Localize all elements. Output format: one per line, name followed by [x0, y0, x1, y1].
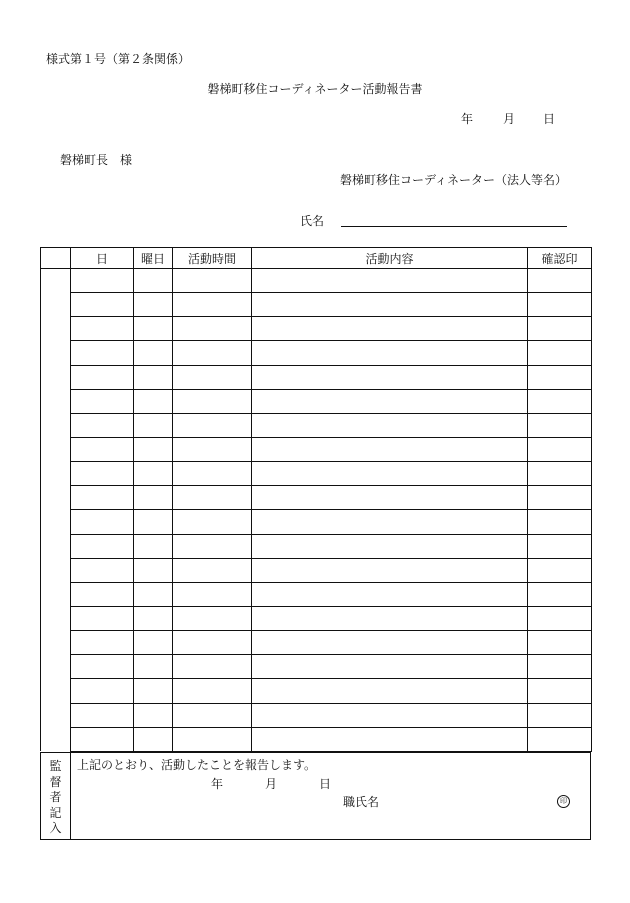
weekday-cell[interactable]: [134, 631, 173, 655]
day-cell[interactable]: [71, 510, 134, 534]
confirmation-seal-cell[interactable]: [528, 437, 592, 461]
day-cell[interactable]: [71, 486, 134, 510]
confirmation-seal-cell[interactable]: [528, 389, 592, 413]
row-side-cell: [41, 413, 71, 437]
activity-time-cell[interactable]: [173, 462, 252, 486]
day-cell[interactable]: [71, 534, 134, 558]
weekday-cell[interactable]: [134, 679, 173, 703]
weekday-cell[interactable]: [134, 389, 173, 413]
day-cell[interactable]: [71, 558, 134, 582]
confirmation-seal-cell[interactable]: [528, 631, 592, 655]
table-row: [41, 293, 592, 317]
activity-time-cell[interactable]: [173, 727, 252, 751]
report-date: [461, 110, 555, 127]
table-row: [41, 341, 592, 365]
confirmation-seal-cell[interactable]: [528, 269, 592, 293]
supervisor-label: 監督者記入: [49, 759, 62, 835]
activity-time-cell[interactable]: [173, 655, 252, 679]
confirmation-seal-cell[interactable]: [528, 679, 592, 703]
supervisor-entry: [71, 753, 591, 840]
activity-content-cell[interactable]: [252, 462, 528, 486]
table-row: [41, 703, 592, 727]
header-confirmation-seal: 確認印: [528, 248, 592, 269]
confirmation-seal-cell[interactable]: [528, 534, 592, 558]
day-cell[interactable]: [71, 655, 134, 679]
row-side-cell: [41, 317, 71, 341]
day-cell[interactable]: [71, 727, 134, 751]
row-side-cell: [41, 534, 71, 558]
activity-time-cell[interactable]: [173, 703, 252, 727]
day-cell[interactable]: [71, 293, 134, 317]
date-month-label: 月: [503, 112, 516, 126]
activity-time-cell[interactable]: [173, 631, 252, 655]
row-side-cell: [41, 365, 71, 389]
confirmation-seal-cell[interactable]: [528, 462, 592, 486]
confirmation-seal-cell[interactable]: [528, 341, 592, 365]
weekday-cell[interactable]: [134, 365, 173, 389]
confirmation-seal-cell[interactable]: [528, 606, 592, 630]
activity-time-cell[interactable]: [173, 341, 252, 365]
table-row: [41, 582, 592, 606]
weekday-cell[interactable]: [134, 413, 173, 437]
row-side-cell: [41, 389, 71, 413]
weekday-cell[interactable]: [134, 582, 173, 606]
activity-content-cell[interactable]: [252, 703, 528, 727]
confirmation-seal-cell[interactable]: [528, 727, 592, 751]
document-title: 磐梯町移住コーディネーター活動報告書: [207, 82, 423, 96]
activity-time-cell[interactable]: [173, 679, 252, 703]
activity-time-cell[interactable]: [173, 317, 252, 341]
day-cell[interactable]: [71, 606, 134, 630]
confirmation-seal-cell[interactable]: [528, 317, 592, 341]
table-row: [41, 679, 592, 703]
header-activity-content: 活動内容: [252, 248, 528, 269]
weekday-cell[interactable]: [134, 727, 173, 751]
supervisor-month-label: 月: [265, 777, 278, 791]
day-cell[interactable]: [71, 341, 134, 365]
day-cell[interactable]: [71, 317, 134, 341]
day-cell[interactable]: [71, 703, 134, 727]
weekday-cell[interactable]: [134, 269, 173, 293]
row-side-cell: [41, 631, 71, 655]
row-side-cell: [41, 341, 71, 365]
weekday-cell[interactable]: [134, 703, 173, 727]
coordinator-organization: 磐梯町移住コーディネーター（法人等名）: [340, 173, 568, 187]
name-field[interactable]: [341, 226, 567, 227]
supervisor-date: [211, 775, 331, 792]
row-side-cell: [41, 703, 71, 727]
activity-time-cell[interactable]: [173, 510, 252, 534]
day-cell[interactable]: [71, 437, 134, 461]
row-side-cell: [41, 558, 71, 582]
header-day: 日: [71, 248, 134, 269]
row-side-cell: [41, 727, 71, 751]
activity-content-cell[interactable]: [252, 365, 528, 389]
row-side-cell: [41, 269, 71, 293]
day-cell[interactable]: [71, 679, 134, 703]
supervisor-year-label: 年: [211, 777, 224, 791]
header-activity-time: 活動時間: [173, 248, 252, 269]
confirmation-seal-cell[interactable]: [528, 510, 592, 534]
date-day-label: 日: [543, 112, 556, 126]
day-cell[interactable]: [71, 413, 134, 437]
activity-time-cell[interactable]: [173, 413, 252, 437]
weekday-cell[interactable]: [134, 462, 173, 486]
activity-content-cell[interactable]: [252, 269, 528, 293]
table-row: [41, 558, 592, 582]
table-row: [41, 606, 592, 630]
activity-content-cell[interactable]: [252, 437, 528, 461]
table-row: [41, 727, 592, 751]
confirmation-seal-cell[interactable]: [528, 703, 592, 727]
table-row: [41, 631, 592, 655]
supervisor-section: [40, 752, 591, 840]
activity-content-cell[interactable]: [252, 631, 528, 655]
row-side-cell: [41, 293, 71, 317]
activity-content-cell[interactable]: [252, 679, 528, 703]
seal-icon: 印: [557, 795, 570, 808]
activity-content-cell[interactable]: [252, 293, 528, 317]
confirmation-seal-cell[interactable]: [528, 365, 592, 389]
weekday-cell[interactable]: [134, 293, 173, 317]
table-row: [41, 655, 592, 679]
activity-time-cell[interactable]: [173, 558, 252, 582]
activity-log-table: [40, 247, 592, 752]
confirmation-seal-cell[interactable]: [528, 558, 592, 582]
addressee: 磐梯町長 様: [60, 153, 133, 167]
activity-content-cell[interactable]: [252, 582, 528, 606]
day-cell[interactable]: [71, 389, 134, 413]
activity-content-cell[interactable]: [252, 606, 528, 630]
activity-log-body: [41, 269, 592, 752]
weekday-cell[interactable]: [134, 510, 173, 534]
row-side-cell: [41, 462, 71, 486]
day-cell[interactable]: [71, 631, 134, 655]
table-row: [41, 510, 592, 534]
weekday-cell[interactable]: [134, 534, 173, 558]
row-side-cell: [41, 510, 71, 534]
activity-time-cell[interactable]: [173, 606, 252, 630]
supervisor-name-label: 職氏名: [343, 795, 380, 809]
activity-time-cell[interactable]: [173, 365, 252, 389]
table-row: [41, 437, 592, 461]
activity-time-cell[interactable]: [173, 534, 252, 558]
date-year-label: 年: [461, 112, 474, 126]
activity-content-cell[interactable]: [252, 341, 528, 365]
activity-time-cell[interactable]: [173, 486, 252, 510]
supervisor-label-cell: [41, 753, 71, 840]
table-row: [41, 317, 592, 341]
supervisor-statement: 上記のとおり、活動したことを報告します。: [77, 758, 317, 772]
weekday-cell[interactable]: [134, 655, 173, 679]
table-header-row: [41, 248, 592, 269]
activity-time-cell[interactable]: [173, 582, 252, 606]
activity-content-cell[interactable]: [252, 534, 528, 558]
activity-content-cell[interactable]: [252, 727, 528, 751]
activity-content-cell[interactable]: [252, 655, 528, 679]
header-blank: [41, 248, 71, 269]
table-row: [41, 462, 592, 486]
activity-content-cell[interactable]: [252, 389, 528, 413]
form-number: 様式第１号（第２条関係）: [46, 52, 191, 66]
day-cell[interactable]: [71, 365, 134, 389]
activity-time-cell[interactable]: [173, 389, 252, 413]
activity-time-cell[interactable]: [173, 437, 252, 461]
header-weekday: 曜日: [134, 248, 173, 269]
day-cell[interactable]: [71, 462, 134, 486]
row-side-cell: [41, 606, 71, 630]
row-side-cell: [41, 437, 71, 461]
table-row: [41, 269, 592, 293]
weekday-cell[interactable]: [134, 486, 173, 510]
confirmation-seal-cell[interactable]: [528, 582, 592, 606]
table-row: [41, 389, 592, 413]
weekday-cell[interactable]: [134, 558, 173, 582]
supervisor-day-label: 日: [319, 777, 332, 791]
activity-content-cell[interactable]: [252, 558, 528, 582]
confirmation-seal-cell[interactable]: [528, 486, 592, 510]
confirmation-seal-cell[interactable]: [528, 413, 592, 437]
table-row: [41, 486, 592, 510]
row-side-cell: [41, 679, 71, 703]
day-cell[interactable]: [71, 582, 134, 606]
confirmation-seal-cell[interactable]: [528, 293, 592, 317]
row-side-cell: [41, 582, 71, 606]
day-cell[interactable]: [71, 269, 134, 293]
table-row: [41, 413, 592, 437]
weekday-cell[interactable]: [134, 606, 173, 630]
table-row: [41, 365, 592, 389]
row-side-cell: [41, 655, 71, 679]
confirmation-seal-cell[interactable]: [528, 655, 592, 679]
activity-content-cell[interactable]: [252, 510, 528, 534]
activity-content-cell[interactable]: [252, 486, 528, 510]
row-side-cell: [41, 486, 71, 510]
table-row: [41, 534, 592, 558]
weekday-cell[interactable]: [134, 341, 173, 365]
weekday-cell[interactable]: [134, 437, 173, 461]
activity-time-cell[interactable]: [173, 269, 252, 293]
activity-content-cell[interactable]: [252, 317, 528, 341]
name-label: 氏名: [300, 214, 325, 228]
activity-content-cell[interactable]: [252, 413, 528, 437]
weekday-cell[interactable]: [134, 317, 173, 341]
activity-time-cell[interactable]: [173, 293, 252, 317]
